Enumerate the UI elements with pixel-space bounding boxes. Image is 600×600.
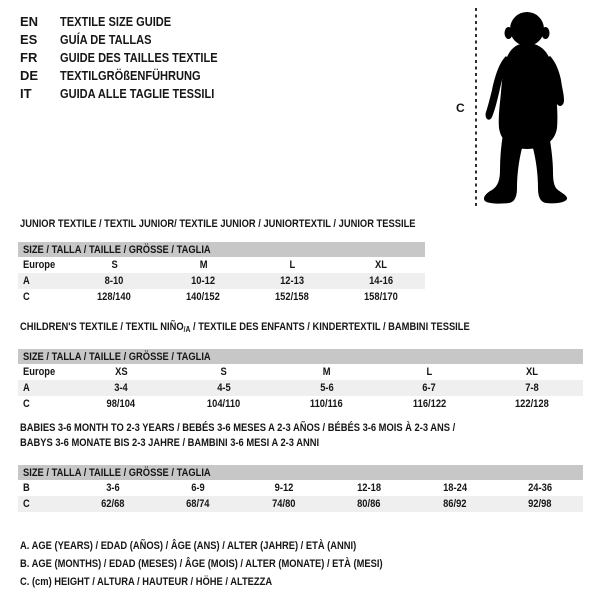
size-cell: 122/128 [514, 398, 549, 410]
language-title: TEXTILGRÖßENFÜHRUNG [60, 68, 201, 83]
language-code: DE [20, 68, 39, 83]
footnote: B. AGE (MONTHS) / EDAD (MESES) / ÂGE (MOIS) / ALTER (MONATE) / ETÀ (MESI) [20, 558, 383, 570]
table-title-line [20, 421, 532, 436]
language-row [20, 67, 245, 85]
size-table-babies [18, 465, 583, 512]
row-label: C [23, 398, 30, 410]
size-cell: 18-24 [442, 482, 467, 494]
baby-silhouette [484, 12, 567, 204]
table-row [18, 496, 583, 512]
size-cell: 8-10 [105, 275, 124, 287]
size-cell: 104/110 [207, 398, 241, 410]
size-cell: 110/116 [310, 398, 343, 410]
size-cell: 140/152 [186, 291, 221, 303]
size-cell: L [426, 366, 432, 378]
size-cell: XL [525, 366, 538, 378]
size-cell: XL [374, 259, 387, 271]
table-row [18, 364, 583, 380]
size-cell: 152/158 [274, 291, 309, 303]
size-cell: M [199, 259, 208, 271]
row-label: Europe [23, 366, 56, 378]
row-label: Europe [23, 259, 56, 271]
table-row [18, 480, 583, 496]
size-cell: 9-12 [274, 482, 294, 494]
row-label: B [23, 482, 30, 494]
language-row [20, 31, 245, 49]
row-label: C [23, 291, 30, 303]
language-code: ES [20, 32, 38, 47]
size-header-bar: SIZE / TALLA / TAILLE / GRÖSSE / TAGLIA [18, 349, 583, 364]
table-title-text: JUNIOR TEXTILE / TEXTIL JUNIOR/ TEXTILE JUNIOR / JUNIORTEXTIL / JUNIOR TESSILE [20, 218, 416, 230]
row-label: A [23, 275, 30, 287]
table-row [18, 257, 425, 273]
size-cell: 6-9 [191, 482, 206, 494]
size-cell: 158/170 [363, 291, 398, 303]
table-title-text: / TEXTILE DES ENFANTS / KINDERTEXTIL / BAMBINI TESSILE [190, 321, 470, 333]
size-cell: M [322, 366, 331, 378]
table-title-text: /A [183, 325, 191, 334]
size-cell: XS [115, 366, 128, 378]
table-title-text: CHILDREN'S TEXTILE / TEXTIL NIÑO [20, 321, 184, 333]
table-row [18, 380, 583, 396]
size-cell: 98/104 [106, 398, 136, 410]
size-cell: 7-8 [524, 382, 539, 394]
size-cell: 6-7 [422, 382, 436, 394]
size-cell: 5-6 [319, 382, 334, 394]
size-cell: 4-5 [217, 382, 231, 394]
size-cell: 3-6 [105, 482, 120, 494]
size-cell: S [111, 259, 118, 271]
language-code: EN [20, 14, 39, 29]
size-cell: 14-16 [368, 275, 393, 287]
table-title-line [20, 320, 549, 335]
language-title: GUÍA DE TALLAS [60, 32, 152, 47]
size-cell: 92/98 [528, 498, 552, 510]
baby-silhouette-svg [470, 6, 580, 211]
size-cell: 12-18 [357, 482, 382, 494]
size-cell: 74/80 [272, 498, 296, 510]
size-cell: 68/74 [186, 498, 210, 510]
size-cell: 128/140 [97, 291, 132, 303]
size-cell: 24-36 [528, 482, 553, 494]
figure-height-guide [452, 0, 600, 215]
size-header-bar: SIZE / TALLA / TAILLE / GRÖSSE / TAGLIA [18, 465, 583, 480]
table-title-line [20, 217, 485, 232]
footnote: C. (cm) HEIGHT / ALTURA / HAUTEUR / HÖHE / ALTEZZA [20, 576, 273, 588]
table-title-text: BABIES 3-6 MONTH TO 2-3 YEARS / BEBÉS 3-6 MESES A 2-3 AÑOS / BÉBÉS 3-6 MOIS À 2-3 ANS / [20, 422, 456, 434]
language-row [20, 49, 245, 67]
table-row [18, 289, 425, 305]
language-title: GUIDA ALLE TAGLIE TESSILI [60, 86, 215, 101]
language-list [20, 13, 245, 103]
size-header-bar: SIZE / TALLA / TAILLE / GRÖSSE / TAGLIA [18, 242, 425, 257]
size-cell: S [220, 366, 228, 378]
table-row [18, 396, 583, 412]
table-title-babies [20, 421, 532, 451]
size-table-children [18, 349, 583, 412]
size-cell: 80/86 [357, 498, 381, 510]
language-row [20, 13, 245, 31]
footnotes [20, 537, 447, 591]
language-row [20, 85, 245, 103]
size-cell: 3-4 [114, 382, 129, 394]
row-label: A [23, 382, 30, 394]
table-row [18, 273, 425, 289]
table-title-junior [20, 217, 485, 232]
table-title-children [20, 320, 549, 335]
size-cell: 62/68 [101, 498, 125, 510]
language-code: IT [20, 86, 32, 101]
language-code: FR [20, 50, 38, 65]
language-title: GUIDE DES TAILLES TEXTILE [60, 50, 218, 65]
size-cell: L [289, 259, 295, 271]
table-title-text: BABYS 3-6 MONATE BIS 2-3 JAHRE / BAMBINI 3-6 MESI A 2-3 ANNI [20, 437, 320, 449]
size-cell: 86/92 [443, 498, 467, 510]
size-table-junior [18, 242, 425, 305]
language-title: TEXTILE SIZE GUIDE [60, 14, 172, 29]
table-title-line [20, 436, 532, 451]
height-label: C [456, 101, 465, 115]
row-label: C [23, 498, 30, 510]
size-cell: 12-13 [279, 275, 304, 287]
size-cell: 116/122 [412, 398, 446, 410]
footnote: A. AGE (YEARS) / EDAD (AÑOS) / ÂGE (ANS) / ALTER (JAHRE) / ETÀ (ANNI) [20, 540, 357, 552]
size-cell: 10-12 [191, 275, 216, 287]
